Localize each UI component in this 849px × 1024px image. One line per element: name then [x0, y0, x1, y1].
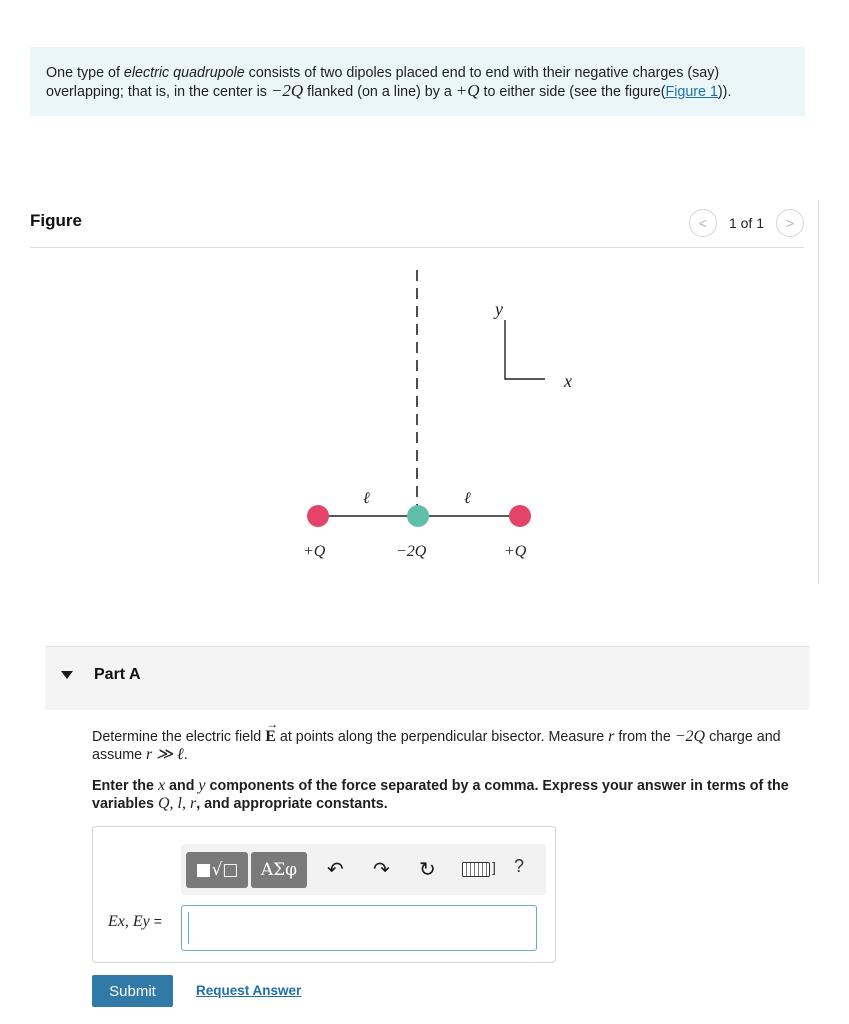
chevron-left-icon: < [698, 215, 708, 231]
figure-pager [689, 209, 804, 237]
question-text [92, 717, 812, 764]
quadrupole-figure [0, 250, 849, 580]
right-spacing-label: ℓ [464, 490, 471, 507]
caret-down-icon [61, 671, 73, 679]
templates-button[interactable] [186, 852, 248, 888]
center-charge-label: −2Q [396, 543, 427, 560]
part-a-header[interactable] [45, 646, 809, 710]
problem-intro [30, 47, 805, 116]
keyboard-icon[interactable] [462, 862, 490, 877]
question-text-4: charge and assume [92, 729, 781, 763]
intro-text-4: to either side (see the figure( [479, 84, 666, 100]
answer-label-eq: = [153, 913, 162, 929]
intro-side-charge: +Q [455, 81, 480, 100]
instr-x: x [157, 777, 166, 794]
templates-icon: ■√□ [195, 859, 239, 880]
chevron-right-icon: > [785, 215, 795, 231]
intro-text-5: )). [717, 84, 732, 100]
reset-button[interactable]: ↻ [419, 857, 436, 881]
question-text-3: from the [614, 729, 675, 745]
field-symbol-letter: E [265, 728, 276, 745]
right-positive-charge [509, 505, 531, 527]
instr-y: y [198, 777, 206, 794]
left-positive-charge [307, 505, 329, 527]
keyboard-bracket: ] [492, 859, 496, 875]
vector-arrow-icon: → [266, 717, 279, 731]
left-charge-label: +Q [303, 543, 326, 560]
figure-title: Figure [30, 211, 82, 230]
axis-y-label: y [495, 299, 503, 319]
question-text-2: at points along the perpendicular bisector. Measure [275, 729, 609, 745]
intro-text-1: One type of [46, 65, 124, 81]
instr-text-1: Enter the [92, 778, 158, 794]
left-spacing-label: ℓ [363, 490, 370, 507]
intro-text-2: consists of two dipoles placed end to end with their negative charges (say) overlapping; that is, in the center is [46, 65, 720, 100]
greek-symbols-button[interactable] [251, 852, 307, 888]
answer-input[interactable] [181, 905, 537, 951]
math-toolbar [181, 844, 546, 895]
part-label: Part A [94, 666, 141, 683]
redo-button[interactable]: ↷ [373, 857, 390, 881]
answer-label-vars: Ex, Ey [108, 913, 150, 930]
instr-text-3: components of the force separated by a comma. Express your answer in terms of the variables [92, 778, 789, 812]
figure-header [30, 205, 804, 248]
center-negative-charge [407, 505, 429, 527]
pager-count: 1 of 1 [728, 215, 764, 231]
field-symbol [265, 717, 279, 745]
question-text-5: . [183, 747, 188, 763]
intro-text-3: flanked (on a line) by a [303, 84, 456, 100]
answer-box [92, 826, 556, 963]
question-text-1: Determine the electric field [92, 729, 266, 745]
axis-x-label: x [564, 371, 572, 391]
right-charge-label: +Q [504, 543, 527, 560]
intro-center-charge: −2Q [270, 81, 304, 100]
pager-next-button[interactable] [776, 209, 804, 237]
instr-text-2: and [165, 778, 199, 794]
axes-icon [505, 320, 545, 379]
figure-link[interactable]: Figure 1 [665, 84, 718, 100]
request-answer-link[interactable]: Request Answer [196, 983, 302, 998]
question-charge: −2Q [674, 728, 706, 745]
answer-instructions [92, 777, 812, 813]
help-button[interactable]: ? [514, 856, 525, 876]
answer-label [108, 913, 162, 931]
distance-symbol: r [608, 728, 615, 745]
pager-prev-button[interactable] [689, 209, 717, 237]
greek-icon: ΑΣφ [260, 859, 298, 880]
instr-text-4: , and appropriate constants. [196, 796, 388, 812]
question-condition: r ≫ ℓ [146, 746, 184, 763]
intro-emph: electric quadrupole [123, 65, 245, 81]
instr-vars: Q, l, r [157, 795, 197, 812]
text-caret [188, 912, 189, 944]
submit-button[interactable]: Submit [92, 975, 173, 1007]
undo-button[interactable]: ↶ [327, 857, 344, 881]
